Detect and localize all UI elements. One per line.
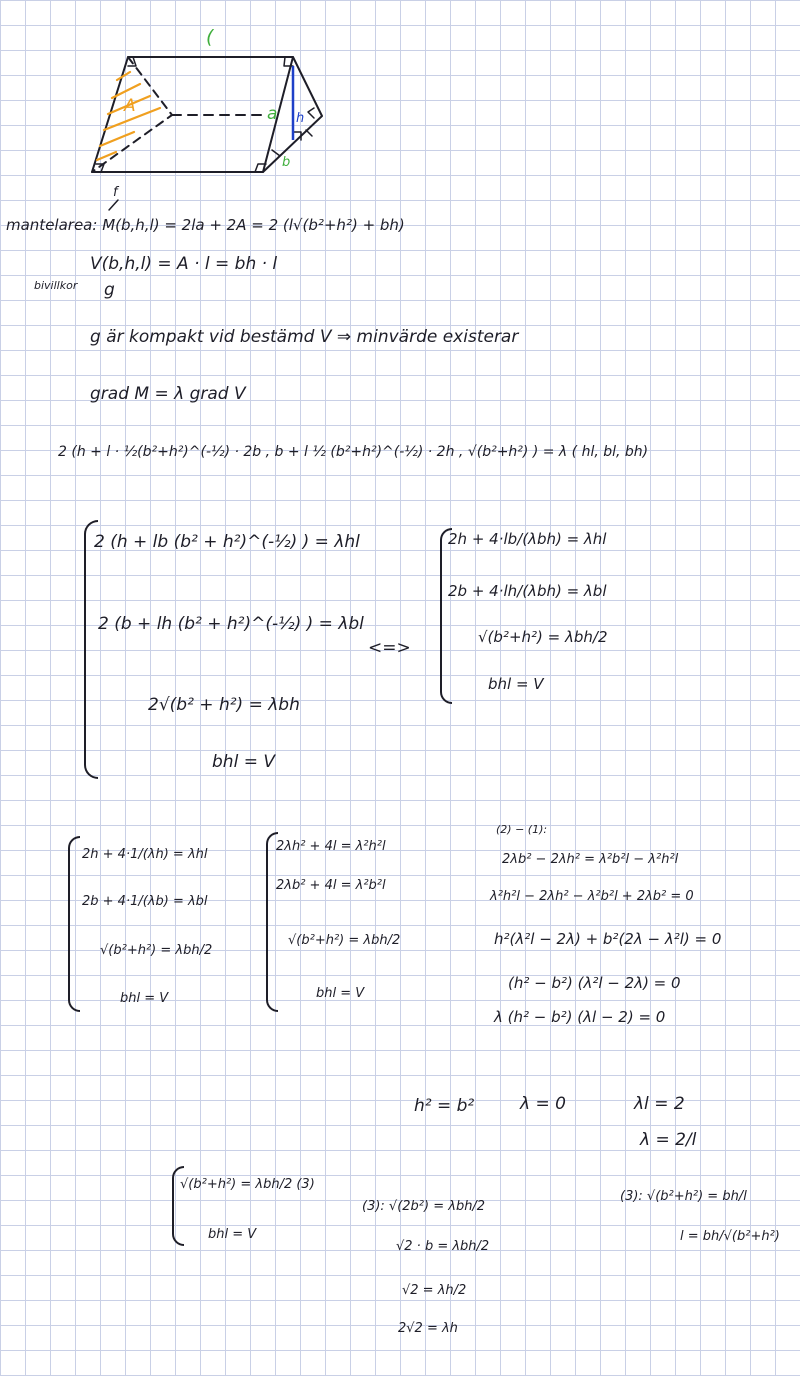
system4-eq1: 2λh² + 4l = λ²h²l [276,839,386,854]
case1-header: h² = b² [414,1096,475,1116]
bivillkor-label: bivillkor [34,279,78,292]
system1-eq3: 2√(b² + h²) = λbh [148,695,300,715]
compactness-statement: g är kompakt vid bestämd V ⇒ minvärde existerar [90,327,519,347]
volume-equation: V(b,h,l) = A · l = bh · l [90,254,278,274]
equivalence-arrow: <=> [368,638,411,658]
mantelarea-equation: mantelarea: M(b,h,l) = 2la + 2A = 2 (l√(b²+h²) + bh) [6,216,405,234]
case1-step1: (3): √(2b²) = λbh/2 [362,1199,486,1214]
system2-brace [440,528,452,704]
system3-brace [68,836,80,1012]
case3-step2: l = bh/√(b²+h²) [680,1229,780,1244]
system2-eq4: bhl = V [488,675,544,693]
gradient-equation: 2 (h + l · ½(b²+h²)^(-½) · 2b , b + l ½ (b²+h²)^(-½) · 2h , √(b²+h²) ) = λ ( hl, bl, bh) [58,444,649,460]
derivation-step6: λ (h² − b²) (λl − 2) = 0 [494,1008,666,1026]
system2-eq2: 2b + 4·lh/(λbh) = λbl [448,582,607,600]
system1-eq1: 2 (h + lb (b² + h²)^(-½) ) = λhl [94,532,360,552]
derivation-step3: λ²h²l − 2λh² − λ²b²l + 2λb² = 0 [490,889,694,904]
height-label-h: h [296,111,305,126]
system2-eq3: √(b²+h²) = λbh/2 [478,628,608,646]
system1-eq2: 2 (b + lh (b² + h²)^(-½) ) = λbl [98,614,364,634]
system4-brace [266,832,278,1012]
area-label-A: A [124,96,136,116]
case3-header: λl = 2 [634,1094,685,1114]
system4-eq4: bhl = V [316,986,365,1001]
system4-eq2: 2λb² + 4l = λ²b²l [276,878,386,893]
length-label-l: ( [206,26,214,48]
system5-eq2: bhl = V [208,1227,257,1242]
case2-header: λ = 0 [520,1094,566,1114]
case1-step3: √2 = λh/2 [402,1283,467,1298]
system4-eq3: √(b²+h²) = λbh/2 [288,933,401,948]
system3-eq1: 2h + 4·1/(λh) = λhl [82,847,208,862]
case1-step2: √2 · b = λbh/2 [396,1239,490,1254]
system1-eq4: bhl = V [212,752,275,772]
derivation-step2: 2λb² − 2λh² = λ²b²l − λ²h²l [502,852,679,867]
system3-eq2: 2b + 4·1/(λb) = λbl [82,894,208,909]
case1-step4: 2√2 = λh [398,1321,458,1336]
lagrange-condition: grad M = λ grad V [90,384,246,404]
derivation-step4: h²(λ²l − 2λ) + b²(2λ − λ²l) = 0 [494,930,722,948]
f-label: f [113,185,118,200]
g-label: g [104,280,115,300]
system1-brace [84,520,98,779]
system5-eq1: √(b²+h²) = λbh/2 (3) [180,1177,315,1192]
base-label-b: b [282,155,291,170]
system3-eq4: bhl = V [120,991,169,1006]
case3-step1: (3): √(b²+h²) = bh/l [620,1189,747,1204]
derivation-step1: (2) − (1): [496,823,548,836]
system2-eq1: 2h + 4·lb/(λbh) = λhl [448,530,607,548]
case3-lambda: λ = 2/l [640,1130,697,1150]
system3-eq3: √(b²+h²) = λbh/2 [100,943,213,958]
side-label-a: a [267,104,278,124]
derivation-step5: (h² − b²) (λ²l − 2λ) = 0 [508,974,681,992]
